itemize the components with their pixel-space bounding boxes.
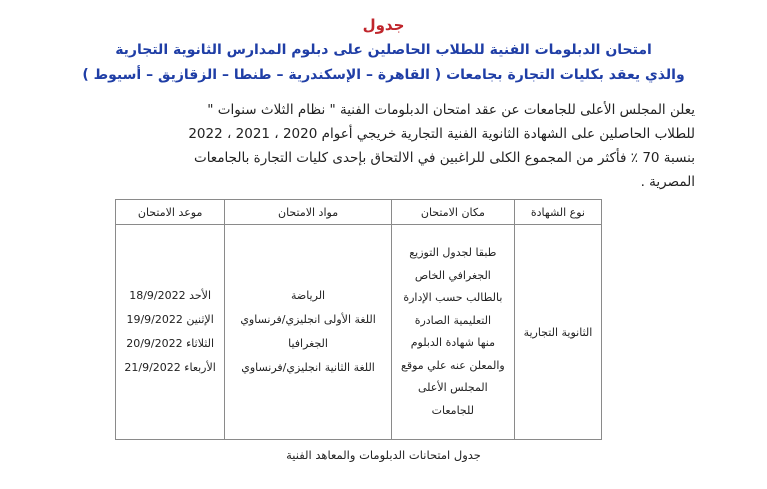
header-exam-date: موعد الامتحان [116, 200, 225, 225]
header-certificate-type: نوع الشهادة [514, 200, 601, 225]
place-line: منها شهادة الدبلوم [410, 336, 496, 349]
subject-item: اللغة الأولى انجليزي/فرنساوي [240, 313, 376, 326]
table-row [116, 225, 602, 440]
subject-item: الجغرافيا [288, 337, 328, 350]
table-header-row [116, 200, 602, 225]
date-item: الإثنين 19/9/2022 [126, 313, 214, 326]
intro-line: بنسبة 70 ٪ فأكثر من المجموع الكلى للراغبين في الالتحاق بإحدى كليات التجارة بالجامعات [193, 150, 695, 166]
place-line: طبقا لجدول التوزيع [409, 246, 497, 259]
place-line: للجامعات [431, 403, 475, 417]
cell-certificate-type: الثانوية التجارية [514, 225, 601, 440]
header-exam-place: مكان الامتحان [391, 200, 514, 225]
place-line: بالطالب حسب الإدارة [403, 291, 503, 304]
intro-paragraph [75, 98, 695, 194]
place-line: الجغرافي الخاص [414, 268, 491, 282]
exam-table [115, 199, 602, 440]
subject-item: اللغة الثانية انجليزي/فرنساوي [241, 361, 375, 374]
date-item: الثلاثاء 20/9/2022 [126, 337, 214, 350]
intro-line: المصرية . [640, 174, 695, 190]
place-line: والمعلن عنه علي موقع [400, 358, 505, 372]
place-line: المجلس الأعلى [417, 381, 488, 394]
subject-item: الرياضة [290, 289, 326, 302]
header-exam-subjects: مواد الامتحان [225, 200, 392, 225]
cell-exam-place [391, 225, 514, 440]
table-caption: جدول امتحانات الدبلومات والمعاهد الفنية [286, 448, 481, 462]
place-line: التعليمية الصادرة [414, 313, 492, 327]
intro-line: يعلن المجلس الأعلى للجامعات عن عقد امتحان الدبلومات الفنية " نظام الثلاث سنوات " [207, 102, 695, 118]
document-title: جدول [362, 16, 405, 34]
heading-line-2: والذي يعقد بكليات التجارة بجامعات ( القاهرة – الإسكندرية – طنطا – الزقازيق – أسيوط ) [82, 67, 685, 83]
date-item: الأربعاء 21/9/2022 [124, 361, 216, 374]
date-item: الأحد 18/9/2022 [129, 289, 212, 302]
cell-exam-dates [116, 225, 225, 440]
intro-line: للطلاب الحاصلين على الشهادة الثانوية الفنية التجارية خريجي أعوام 2020 ، 2021 ، 2022 [188, 126, 695, 142]
heading-line-1: امتحان الدبلومات الفنية للطلاب الحاصلين على دبلوم المدارس الثانوية التجارية [115, 42, 652, 58]
cell-exam-subjects [225, 225, 392, 440]
